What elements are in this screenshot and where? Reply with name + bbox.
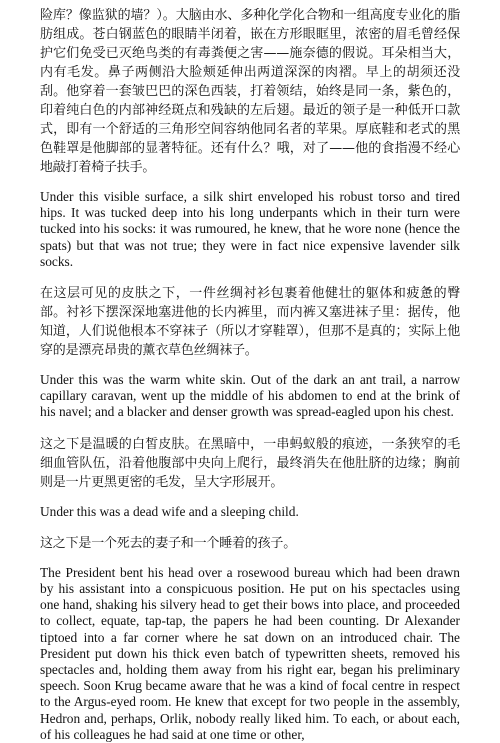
paragraph-zh-4: 这之下是一个死去的妻子和一个睡着的孩子。: [40, 535, 297, 551]
paragraph-spacer: [40, 177, 460, 189]
paragraph-spacer: [40, 520, 460, 534]
paragraph-spacer: [40, 360, 460, 372]
paragraph-spacer: [40, 421, 460, 435]
paragraph-zh-1: 险库？像监狱的墙？）。大脑由水、多种化学化合物和一组高度专业化的脂肪组成。苍白钢蓝色的眼睛半闭着，嵌在方形眼眶里，浓密的眉毛曾经保护它们免受已灭绝鸟类的有毒粪便之害——施奈德的假说。耳朵相当大，内有毛发。鼻子两侧沿大脸颊延伸出两道深深的肉褶。早上的胡须还没刮。他穿着一套皱巴巴的深色西装，打着领结，始终是同一条，紫色的，印着纯白色的内部神经斑点和残缺的左后翅。最近的领子是一种低开口款式，即有一个舒适的三角形空间容纳他同名者的苹果。厚底鞋和老式的黑色鞋罩是他脚部的显著特征。还有什么？哦，对了——他的食指漫不经心地敲打着椅子扶手。: [40, 8, 460, 175]
paragraph-spacer: [40, 270, 460, 284]
paragraph-en-3: Under this was a dead wife and a sleeping child.: [40, 503, 299, 519]
paragraph-en-2: Under this was the warm white skin. Out of the dark an ant trail, a narrow capillary caravan, went up the middle of his abdomen to end at the brink of his navel; and a blacker and denser growth was spread-eagled upon his chest.: [40, 372, 460, 420]
paragraph-en-1: Under this visible surface, a silk shirt enveloped his robust torso and tired hips. It was tucked deep into his long underpants which in their turn were tucked into his socks: it was rumoured, he knew, that he wore none (hence the spats) but that was not true; they were in fact nice expensive lavender silk socks.: [40, 189, 460, 269]
paragraph-spacer: [40, 553, 460, 565]
paragraph-zh-3: 这之下是温暖的白皙皮肤。在黑暗中，一串蚂蚁般的痕迹，一条狭窄的毛细血管队伍，沿着他腹部中央向上爬行，最终消失在他肚脐的边缘；胸前则是一片更黑更密的毛发，呈大字形展开。: [40, 436, 460, 490]
paragraph-spacer: [40, 492, 460, 504]
paragraph-en-4: The President bent his head over a rosewood bureau which had been drawn by his assistant into a conspicuous position. He put on his spectacles using one hand, shaking his silvery head to get their bows into place, and proceeded to collect, equate, tap-tap, the papers he had been counting. Dr Alexander tiptoed into a far corner where he sat down on an introduced chair. The President put down his thick even batch of typewritten sheets, removed his spectacles and, holding them away from his right ear, began his preliminary speech. Soon Krug became aware that he was a kind of focal centre in respect to the Argus-eyed room. He knew that except for two people in the assembly, Hedron and, perhaps, Orlik, nobody really liked him. To each, or about each, of his colleagues he had said at one time or other,: [40, 564, 460, 742]
paragraph-zh-2: 在这层可见的皮肤之下，一件丝绸衬衫包裹着他健壮的躯体和疲惫的臀部。衬衫下摆深深地塞进他的长内裤里，而内裤又塞进袜子里：据传，他知道，人们说他根本不穿袜子（所以才穿鞋罩），但那不是真的；实际上他穿的是漂亮昂贵的薰衣草色丝绸袜子。: [40, 286, 460, 359]
